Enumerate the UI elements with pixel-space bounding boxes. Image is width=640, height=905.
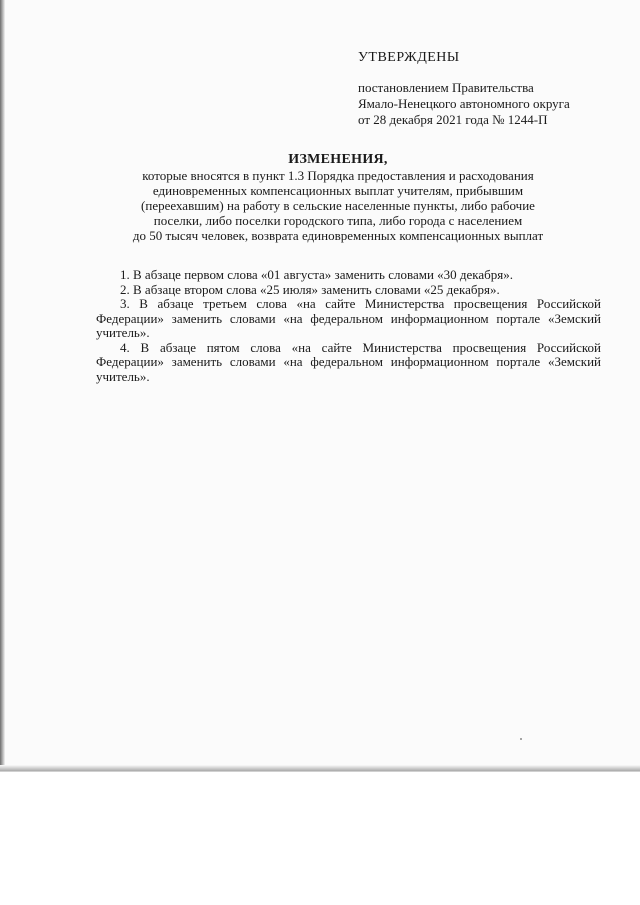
amendment-item-1: 1. В абзаце первом слова «01 августа» заменить словами «30 декабря». xyxy=(120,267,514,282)
approval-line-1: постановлением Правительства xyxy=(358,80,534,95)
approval-heading: УТВЕРЖДЕНЫ xyxy=(358,50,460,65)
approval-line-2: Ямало-Ненецкого автономного округа xyxy=(358,96,570,111)
amendment-item-3: 3. В абзаце третьем слова «на сайте Министерства просвещения Российской Федерации» заменить словами «на федеральном информационном портале «Земский учитель». xyxy=(96,296,601,340)
title-subline-3: (переехавшим) на работу в сельские населенные пункты, либо рабочие xyxy=(141,198,535,213)
amendment-item-4: 4. В абзаце пятом слова «на сайте Министерства просвещения Российской Федерации» заменить словами «на федеральном информационном портале «Земский учитель». xyxy=(96,339,601,384)
title-subline-4: поселки, либо поселки городского типа, либо города с населением xyxy=(153,213,523,228)
document-title-block xyxy=(88,152,588,243)
scan-edge-shadow-left xyxy=(0,0,5,770)
approval-line-3: от 28 декабря 2021 года № 1244-П xyxy=(358,112,548,127)
document-title: ИЗМЕНЕНИЯ, xyxy=(288,152,388,167)
scan-edge-shadow-bottom xyxy=(0,765,640,771)
title-subline-5: до 50 тысяч человек, возврата единовременных компенсационных выплат xyxy=(132,228,544,243)
scan-speck xyxy=(520,738,522,740)
amendments-list xyxy=(96,268,601,384)
approval-block xyxy=(358,50,570,128)
title-subline-2: единовременных компенсационных выплат учителям, прибывшим xyxy=(152,183,524,198)
title-subline-1: которые вносятся в пункт 1.3 Порядка предоставления и расходования xyxy=(142,168,534,183)
amendment-item-2: 2. В абзаце втором слова «25 июля» заменить словами «25 декабря». xyxy=(120,281,500,297)
